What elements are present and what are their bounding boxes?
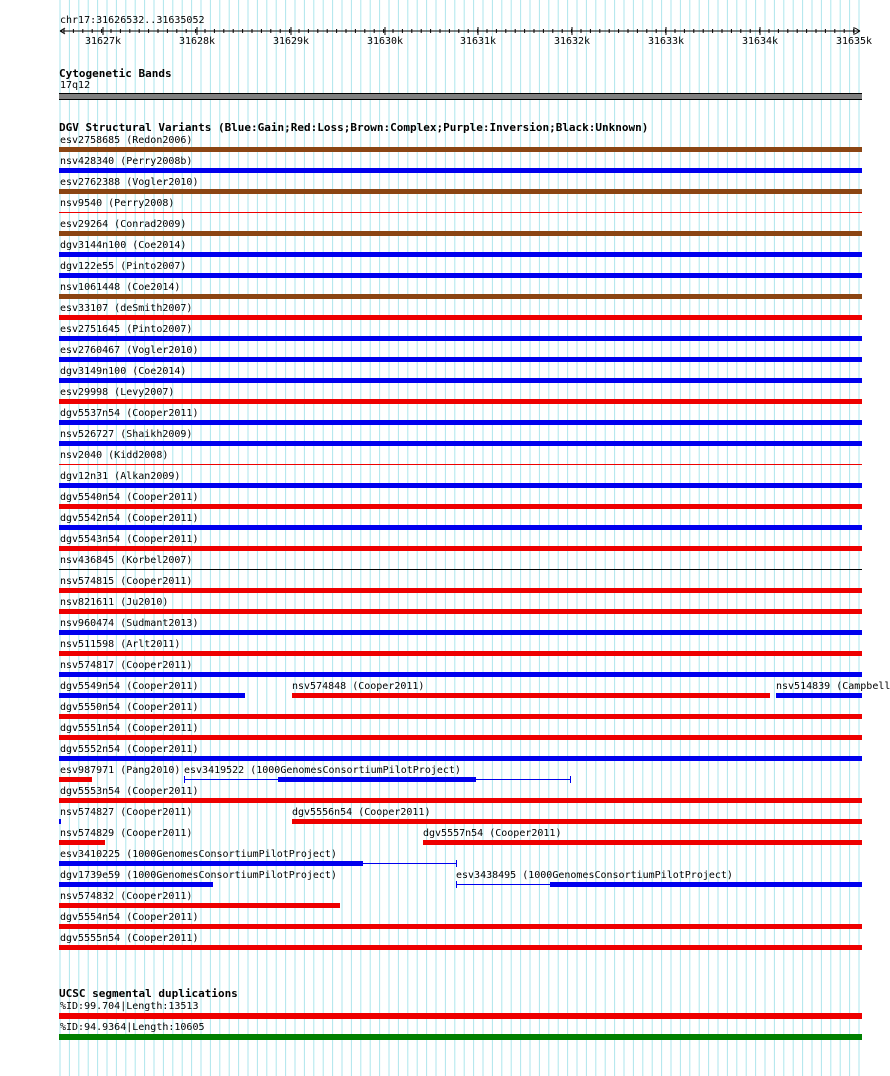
feature-end-tick — [184, 776, 185, 783]
location-label: chr17:31626532..31635052 — [60, 15, 205, 26]
dgv-track-title[interactable]: DGV Structural Variants (Blue:Gain;Red:Loss;Brown:Complex;Purple:Inversion;Black:Unknown) — [59, 121, 649, 134]
feature-bar-gain[interactable] — [776, 693, 862, 698]
feature-label: nsv428340 (Perry2008b) — [60, 156, 193, 167]
feature-label: dgv5537n54 (Cooper2011) — [60, 408, 199, 419]
feature-bar-loss[interactable] — [59, 777, 92, 782]
feature-bar-loss[interactable] — [292, 693, 770, 698]
feature-label: dgv5549n54 (Cooper2011) — [60, 681, 199, 692]
segdup-label: %ID:94.9364|Length:10605 — [60, 1022, 205, 1033]
feature-bar-loss[interactable] — [59, 798, 862, 803]
ruler-tick-label: 31630k — [366, 36, 404, 47]
feature-label: dgv5555n54 (Cooper2011) — [60, 933, 199, 944]
cytoband-label: 17q12 — [60, 80, 91, 91]
feature-label: esv33107 (deSmith2007) — [60, 303, 193, 314]
ruler-tick-label: 31628k — [178, 36, 216, 47]
feature-label: nsv960474 (Sudmant2013) — [60, 618, 199, 629]
feature-intron-line — [363, 863, 457, 864]
feature-label: esv2758685 (Redon2006) — [60, 135, 193, 146]
feature-label: nsv574817 (Cooper2011) — [60, 660, 193, 671]
feature-label: nsv514839 (Campbell — [776, 681, 890, 692]
segdup-bar[interactable] — [59, 1013, 862, 1019]
ruler-tick-label: 31633k — [647, 36, 685, 47]
feature-bar-gain[interactable] — [59, 861, 363, 866]
feature-end-tick — [456, 881, 457, 888]
feature-bar-gain[interactable] — [550, 882, 862, 887]
feature-label: esv3410225 (1000GenomesConsortiumPilotProject) — [60, 849, 337, 860]
feature-label: dgv12n31 (Alkan2009) — [60, 471, 181, 482]
feature-label: nsv2040 (Kidd2008) — [60, 450, 169, 461]
feature-bar-gain[interactable] — [59, 882, 213, 887]
feature-label: nsv574815 (Cooper2011) — [60, 576, 193, 587]
ruler-tick-label: 31631k — [459, 36, 497, 47]
feature-label: nsv526727 (Shaikh2009) — [60, 429, 193, 440]
feature-label: esv2751645 (Pinto2007) — [60, 324, 193, 335]
feature-label: nsv9540 (Perry2008) — [60, 198, 175, 209]
feature-label: dgv5553n54 (Cooper2011) — [60, 786, 199, 797]
feature-end-tick — [570, 776, 571, 783]
feature-label: dgv5554n54 (Cooper2011) — [60, 912, 199, 923]
feature-end-tick — [456, 860, 457, 867]
feature-label: dgv5551n54 (Cooper2011) — [60, 723, 199, 734]
feature-bar-loss[interactable] — [59, 714, 862, 719]
feature-label: dgv5543n54 (Cooper2011) — [60, 534, 199, 545]
ruler-tick-label: 31634k — [741, 36, 779, 47]
ruler-tick-label: 31632k — [553, 36, 591, 47]
feature-label: dgv5550n54 (Cooper2011) — [60, 702, 199, 713]
feature-label: nsv574848 (Cooper2011) — [292, 681, 425, 692]
feature-label: esv987971 (Pang2010) — [60, 765, 181, 776]
cytoband-track-title[interactable]: Cytogenetic Bands — [59, 67, 172, 80]
segdup-bar[interactable] — [59, 1034, 862, 1040]
feature-bar-gain[interactable] — [278, 777, 476, 782]
feature-bar-gain[interactable] — [59, 819, 61, 824]
feature-label: esv29998 (Levy2007) — [60, 387, 175, 398]
feature-label: esv3438495 (1000GenomesConsortiumPilotProject) — [456, 870, 733, 881]
feature-label: nsv574832 (Cooper2011) — [60, 891, 193, 902]
feature-label: nsv574827 (Cooper2011) — [60, 807, 193, 818]
ruler-tick-label: 31629k — [272, 36, 310, 47]
feature-label: dgv3149n100 (Coe2014) — [60, 366, 187, 377]
feature-bar-loss[interactable] — [59, 945, 862, 950]
feature-label: dgv1739e59 (1000GenomesConsortiumPilotProject) — [60, 870, 337, 881]
segdup-track-title[interactable]: UCSC segmental duplications — [59, 987, 238, 1000]
feature-label: nsv574829 (Cooper2011) — [60, 828, 193, 839]
segdup-label: %ID:99.704|Length:13513 — [60, 1001, 199, 1012]
ruler-tick-label: 31635k — [835, 36, 873, 47]
feature-bar-loss[interactable] — [423, 840, 862, 845]
feature-label: dgv5557n54 (Cooper2011) — [423, 828, 562, 839]
feature-label: dgv5552n54 (Cooper2011) — [60, 744, 199, 755]
feature-label: esv3419522 (1000GenomesConsortiumPilotProject) — [184, 765, 461, 776]
feature-bar-gain[interactable] — [59, 756, 862, 761]
feature-label: nsv436845 (Korbel2007) — [60, 555, 193, 566]
feature-label: nsv821611 (Ju2010) — [60, 597, 169, 608]
feature-label: esv29264 (Conrad2009) — [60, 219, 187, 230]
feature-label: dgv5542n54 (Cooper2011) — [60, 513, 199, 524]
feature-bar-loss[interactable] — [292, 819, 862, 824]
feature-bar-loss[interactable] — [59, 840, 105, 845]
feature-label: dgv122e55 (Pinto2007) — [60, 261, 187, 272]
feature-label: nsv511598 (Arlt2011) — [60, 639, 181, 650]
feature-bar-loss[interactable] — [59, 903, 340, 908]
feature-label: dgv5540n54 (Cooper2011) — [60, 492, 199, 503]
feature-label: dgv3144n100 (Coe2014) — [60, 240, 187, 251]
feature-label: esv2760467 (Vogler2010) — [60, 345, 199, 356]
ruler-tick-label: 31627k — [84, 36, 122, 47]
feature-label: esv2762388 (Vogler2010) — [60, 177, 199, 188]
feature-bar-loss[interactable] — [59, 735, 862, 740]
feature-label: nsv1061448 (Coe2014) — [60, 282, 181, 293]
feature-bar-loss[interactable] — [59, 924, 862, 929]
feature-label: dgv5556n54 (Cooper2011) — [292, 807, 431, 818]
feature-bar-gain[interactable] — [59, 693, 245, 698]
feature-intron-line — [456, 884, 550, 885]
